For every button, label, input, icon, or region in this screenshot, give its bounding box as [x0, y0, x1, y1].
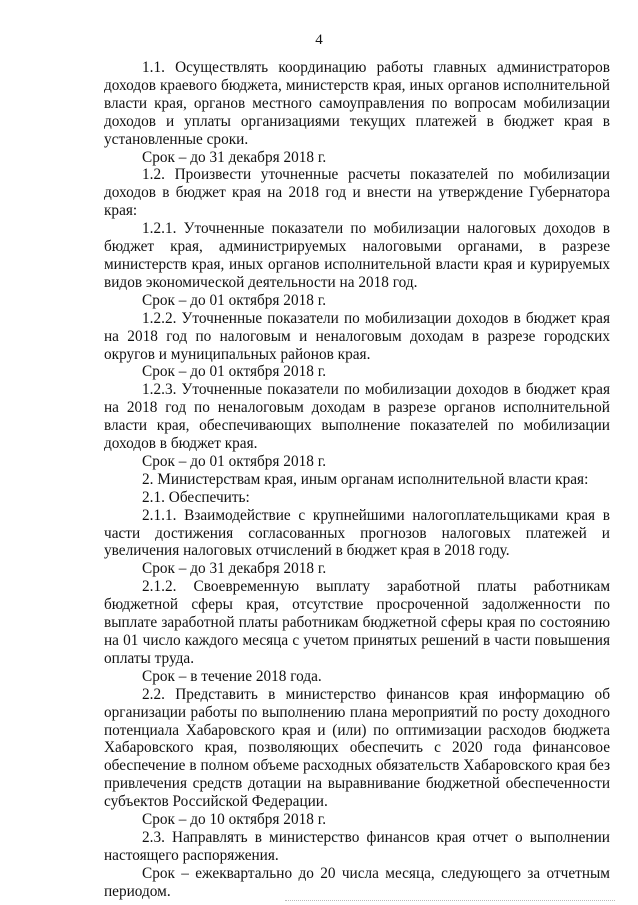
paragraph-1-1: 1.1. Осуществлять координацию работы главных администраторов доходов краевого бюджета, министерств края, иных органов исполнительной власти края, органов местного самоуправления по вопросам мобилизации доходов и уплаты организациями текущих платежей в бюджет края в установленные сроки. [104, 59, 610, 148]
document-body [104, 59, 610, 901]
deadline-2-1-2: Срок – в течение 2018 года. [142, 667, 322, 685]
paragraph-2-1: 2.1. Обеспечить: [142, 488, 250, 506]
paragraph-1-2-3: 1.2.3. Уточненные показатели по мобилизации доходов в бюджет края на 2018 год по неналоговым доходам в разрезе органов исполнительной власти края, обеспечивающих выполнение показателей по мобилизации доходов в бюджет края. [104, 381, 610, 453]
scan-edge-line [285, 900, 615, 902]
paragraph-1-2-1: 1.2.1. Уточненные показатели по мобилизации налоговых доходов в бюджет края, администрируемых налоговыми органами, в разрезе министерств края, иных органов исполнительной власти края и курируемых видов экономической деятельности на 2018 год. [104, 220, 610, 291]
deadline-1-2-1: Срок – до 01 октября 2018 г. [142, 291, 327, 309]
deadline-2-1-1: Срок – до 31 декабря 2018 г. [142, 560, 327, 578]
page-number: 4 [315, 32, 323, 48]
paragraph-2: 2. Министерствам края, иным органам исполнительной власти края: [142, 470, 589, 488]
paragraph-2-2: 2.2. Представить в министерство финансов края информацию об организации работы по выполнению плана мероприятий по росту доходного потенциала Хабаровского края и (или) по оптимизации расходов бюджета Хабаровского края, позволяющих обеспечить с 2020 года финансовое обеспечение в полном объеме расходных обязательств Хабаровского края без привлечения средств дотации на выравнивание бюджетной обеспеченности субъектов Российской Федерации. [104, 685, 610, 811]
paragraph-2-3: 2.3. Направлять в министерство финансов края отчет о выполнении настоящего распоряжения. [104, 828, 610, 864]
deadline-1-1: Срок – до 31 декабря 2018 г. [142, 148, 327, 166]
deadline-1-2-2: Срок – до 01 октября 2018 г. [142, 363, 327, 381]
paragraph-2-1-2: 2.1.2. Своевременную выплату заработной платы работникам бюджетной сферы края, отсутствие просроченной задолженности по выплате заработной платы работникам бюджетной сферы края по состоянию на 01 число каждого месяца с учетом принятых решений в части повышения оплаты труда. [104, 578, 610, 667]
paragraph-1-2: 1.2. Произвести уточненные расчеты показателей по мобилизации доходов в бюджет края на 2018 год и внести на утверждение Губернатора края: [104, 166, 610, 220]
paragraph-1-2-2: 1.2.2. Уточненные показатели по мобилизации доходов в бюджет края на 2018 год по налоговым и неналоговым доходам в разрезе городских округов и муниципальных районов края. [104, 309, 610, 363]
paragraph-2-1-1: 2.1.1. Взаимодействие с крупнейшими налогоплательщиками края в части достижения согласованных прогнозов налоговых платежей и увеличения налоговых отчислений в бюджет края в 2018 году. [104, 506, 610, 560]
deadline-2-3: Срок – ежеквартально до 20 числа месяца, следующего за отчетным периодом. [104, 864, 610, 900]
deadline-2-2: Срок – до 10 октября 2018 г. [142, 811, 327, 829]
deadline-1-2-3: Срок – до 01 октября 2018 г. [142, 452, 327, 470]
